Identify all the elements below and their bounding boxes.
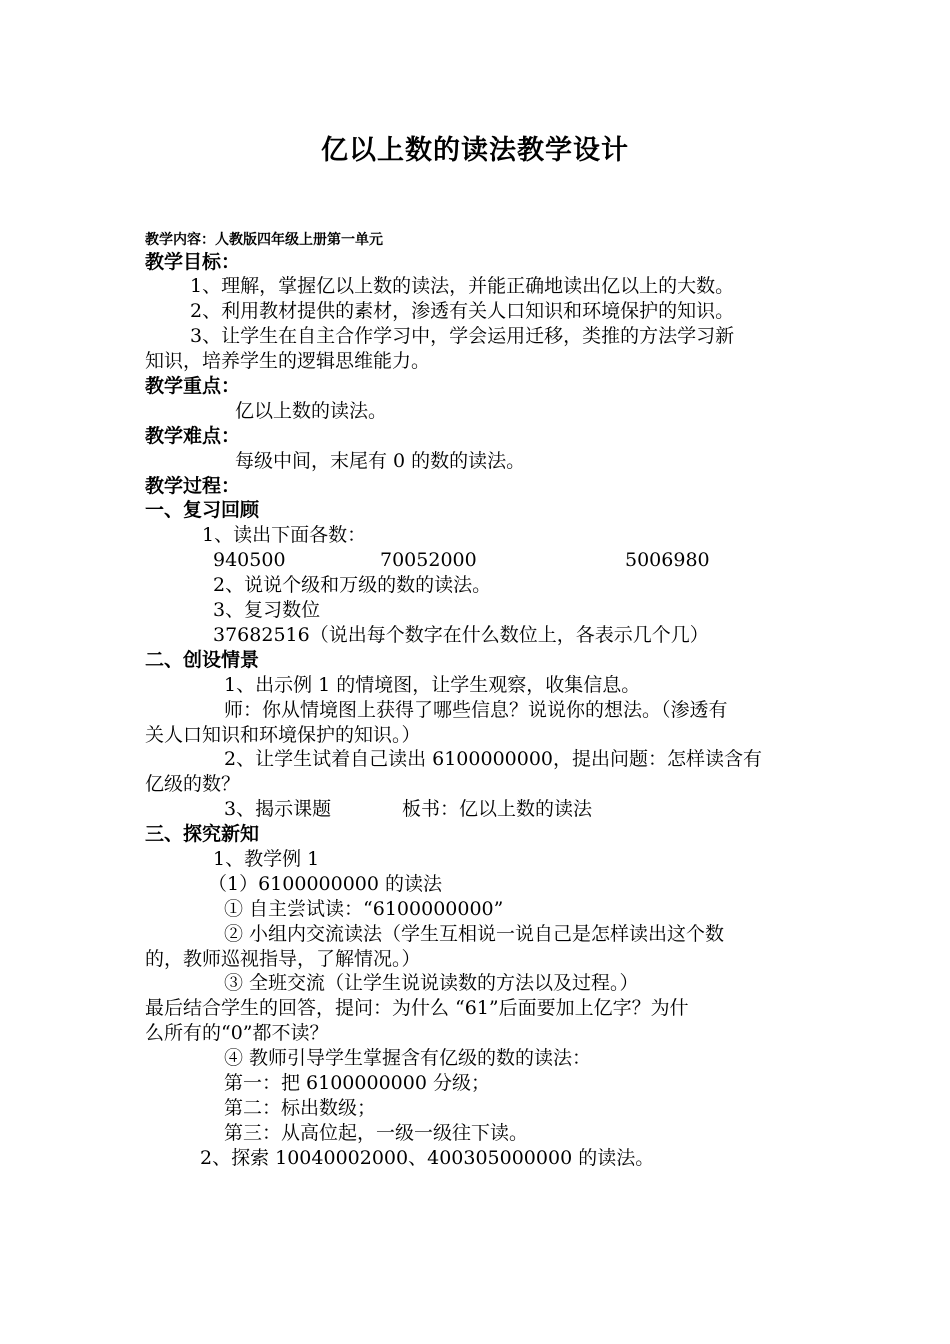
section-2-heading: 二、创设情景 bbox=[145, 649, 260, 671]
section-3-item-1: 1、教学例 1 bbox=[213, 848, 320, 870]
goal-3-line-2: 知识，培养学生的逻辑思维能力。 bbox=[145, 350, 431, 372]
section-2-item-2-line-2: 亿级的数？ bbox=[145, 773, 241, 795]
board-writing: 板书：亿以上数的读法 bbox=[402, 798, 593, 820]
key-point-heading: 教学重点： bbox=[145, 375, 241, 397]
rule-step-1: 第一：把 6100000000 分级； bbox=[224, 1072, 490, 1094]
question-line-1: 最后结合学生的回答，提问：为什么 “61”后面要加上亿字？为什 bbox=[145, 997, 689, 1019]
section-3-heading: 三、探究新知 bbox=[145, 823, 260, 845]
section-2-item-2-line-1: 2、让学生试着自己读出 6100000000，提出问题：怎样读含有 bbox=[224, 748, 763, 770]
section-1-item-3: 3、复习数位 bbox=[213, 599, 321, 621]
teacher-question-line-1: 师：你从情境图上获得了哪些信息？说说你的想法。（渗透有 bbox=[224, 699, 728, 721]
number-1: 940500 bbox=[213, 549, 286, 571]
section-1-item-3-detail: 37682516（说出每个数字在什么数位上，各表示几个几） bbox=[213, 624, 709, 646]
rule-step-2: 第二：标出数级； bbox=[224, 1097, 377, 1119]
section-2-item-1: 1、出示例 1 的情境图，让学生观察，收集信息。 bbox=[224, 674, 641, 696]
step-group-line-1: ② 小组内交流读法（学生互相说一说自己是怎样读出这个数 bbox=[224, 923, 725, 945]
step-teacher-guide: ④ 教师引导学生掌握含有亿级的数的读法： bbox=[224, 1047, 592, 1069]
section-1-item-1: 1、读出下面各数： bbox=[202, 524, 367, 546]
teacher-question-line-2: 关人口知识和环境保护的知识。） bbox=[145, 724, 421, 746]
question-line-2: 么所有的“0”都不读？ bbox=[145, 1022, 329, 1044]
document-title: 亿以上数的读法教学设计 bbox=[321, 135, 629, 166]
goals-heading: 教学目标： bbox=[145, 251, 241, 273]
step-class-exchange: ③ 全班交流（让学生说说读数的方法以及过程。） bbox=[224, 972, 639, 994]
key-point-text: 亿以上数的读法。 bbox=[235, 400, 388, 422]
section-3-part-1: （1）6100000000 的读法 bbox=[208, 873, 443, 895]
section-2-item-3: 3、揭示课题 bbox=[224, 798, 332, 820]
step-group-line-2: 的，教师巡视指导，了解情况。） bbox=[145, 948, 421, 970]
section-3-item-2: 2、探索 10040002000、400305000000 的读法。 bbox=[200, 1147, 655, 1169]
goal-1: 1、理解，掌握亿以上数的读法，并能正确地读出亿以上的大数。 bbox=[190, 275, 735, 297]
difficulty-heading: 教学难点： bbox=[145, 425, 241, 447]
number-2: 70052000 bbox=[380, 549, 477, 571]
goal-2: 2、利用教材提供的素材，渗透有关人口知识和环境保护的知识。 bbox=[190, 300, 735, 322]
process-heading: 教学过程： bbox=[145, 475, 241, 497]
section-1-item-2: 2、说说个级和万级的数的读法。 bbox=[213, 574, 492, 596]
number-3: 5006980 bbox=[625, 549, 710, 571]
goal-3-line-1: 3、让学生在自主合作学习中，学会运用迁移，类推的方法学习新 bbox=[190, 325, 735, 347]
step-self-try: ① 自主尝试读：“6100000000” bbox=[224, 898, 504, 920]
difficulty-text: 每级中间，末尾有 0 的数的读法。 bbox=[235, 450, 526, 472]
rule-step-3: 第三：从高位起，一级一级往下读。 bbox=[224, 1122, 529, 1144]
teaching-content-label: 教学内容：人教版四年级上册第一单元 bbox=[145, 232, 383, 248]
section-1-heading: 一、复习回顾 bbox=[145, 499, 260, 521]
